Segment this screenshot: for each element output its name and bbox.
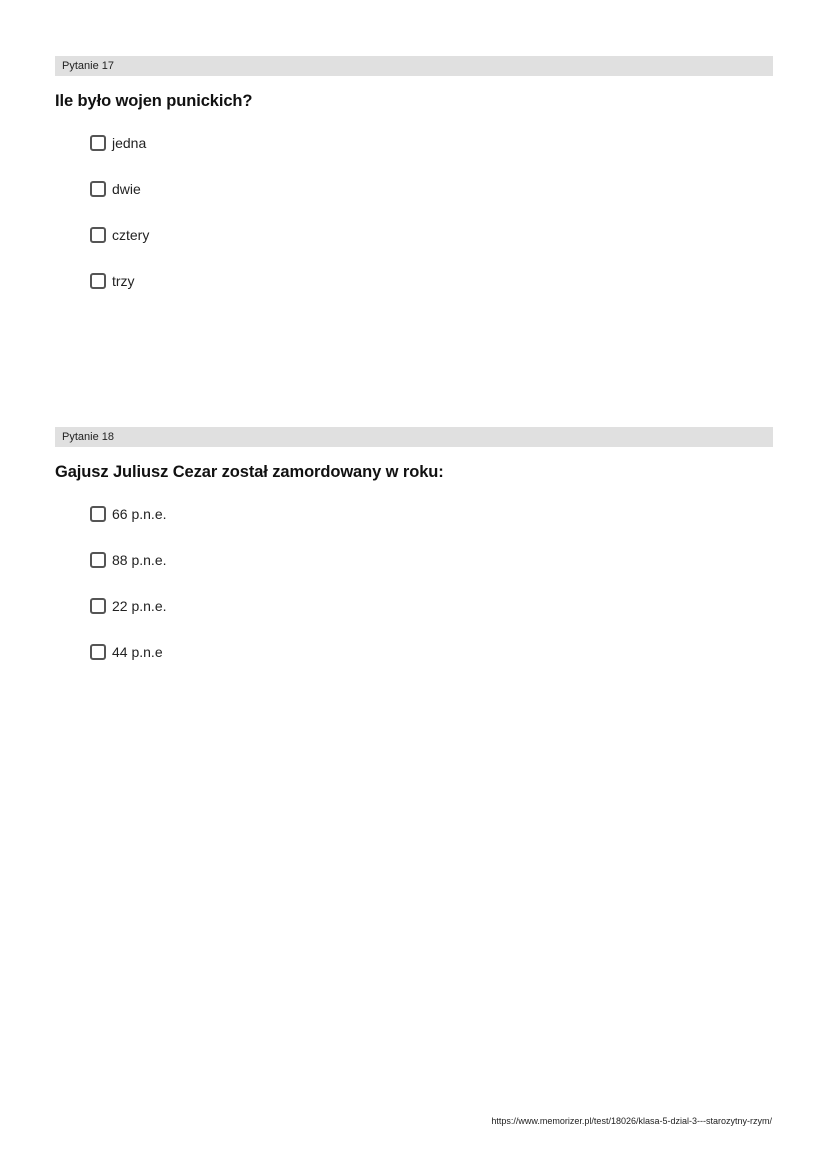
answer-label: trzy (112, 273, 135, 289)
answer-label: 44 p.n.e (112, 644, 163, 660)
checkbox[interactable] (90, 644, 106, 660)
checkbox[interactable] (90, 506, 106, 522)
question-header: Pytanie 18 (55, 427, 773, 447)
answer-option[interactable] (90, 550, 773, 570)
checkbox[interactable] (90, 181, 106, 197)
checkbox[interactable] (90, 135, 106, 151)
answer-list (55, 504, 773, 662)
answer-label: jedna (112, 135, 147, 151)
checkbox[interactable] (90, 598, 106, 614)
answer-option[interactable] (90, 133, 773, 153)
answer-list (55, 133, 773, 291)
checkbox[interactable] (90, 227, 106, 243)
checkbox[interactable] (90, 552, 106, 568)
answer-label: 66 p.n.e. (112, 506, 167, 522)
answer-option[interactable] (90, 225, 773, 245)
answer-option[interactable] (90, 642, 773, 662)
answer-option[interactable] (90, 504, 773, 524)
question-text: Ile było wojen punickich? (55, 92, 253, 110)
question-text: Gajusz Juliusz Cezar został zamordowany w roku: (55, 463, 444, 481)
answer-option[interactable] (90, 271, 773, 291)
question-17 (55, 56, 773, 317)
answer-label: dwie (112, 181, 141, 197)
footer-url: https://www.memorizer.pl/test/18026/klasa-5-dzial-3---starozytny-rzym/ (491, 1116, 772, 1126)
answer-label: 88 p.n.e. (112, 552, 167, 568)
checkbox[interactable] (90, 273, 106, 289)
question-header: Pytanie 17 (55, 56, 773, 76)
answer-label: cztery (112, 227, 150, 243)
answer-option[interactable] (90, 179, 773, 199)
question-18 (55, 427, 773, 688)
answer-label: 22 p.n.e. (112, 598, 167, 614)
answer-option[interactable] (90, 596, 773, 616)
